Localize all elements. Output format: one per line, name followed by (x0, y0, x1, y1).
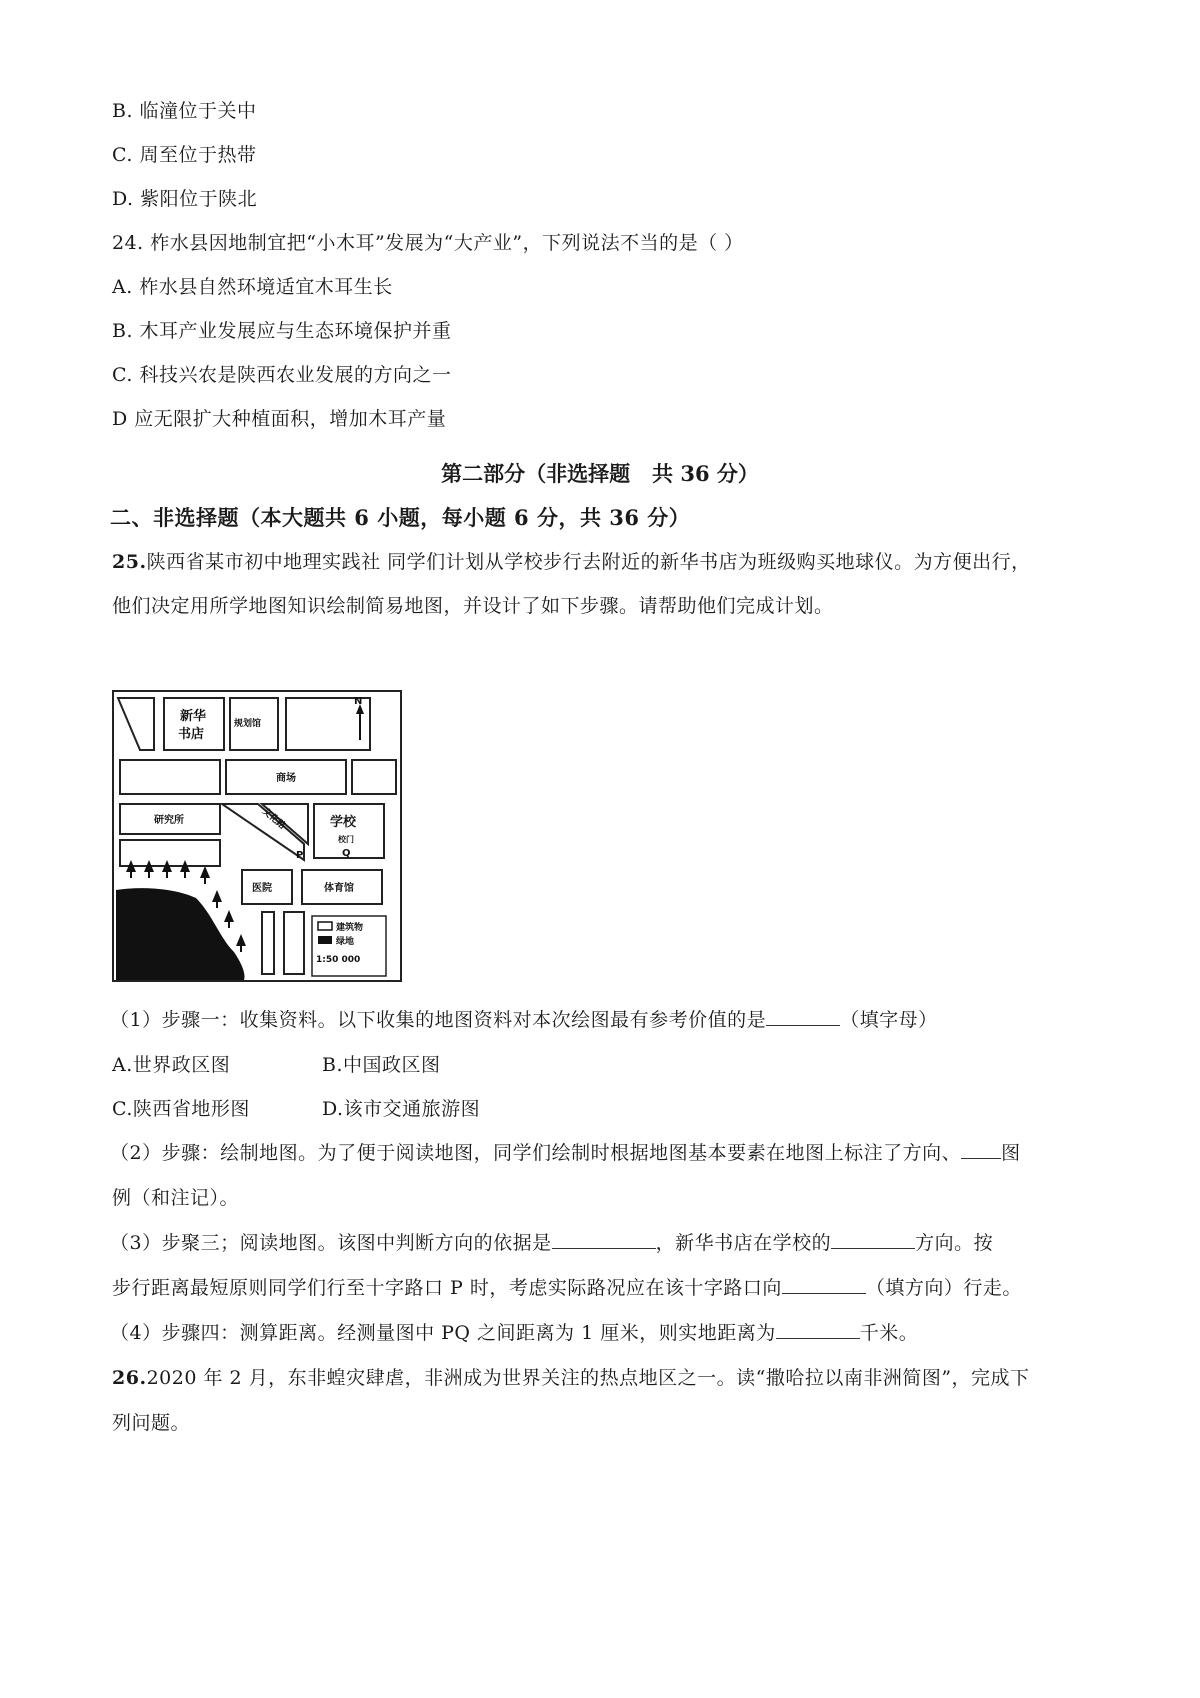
label-school-gate: 校门 (338, 835, 354, 844)
legend-green-label: 绿地 (336, 937, 355, 947)
label-bookstore-2: 书店 (178, 727, 205, 742)
step1-option-d: D.该市交通旅游图 (322, 1098, 481, 1120)
q24-option-a: A. 柞水县自然环境适宜木耳生长 (112, 276, 393, 298)
label-point-q: Q (342, 848, 351, 859)
q26-line1 (112, 1363, 1030, 1390)
step2-tail: 图 (1001, 1142, 1021, 1164)
step4-answer-blank[interactable] (776, 1320, 860, 1339)
label-road: 文化路 (260, 806, 288, 832)
q23-option-d: D. 紫阳位于陕北 (112, 188, 258, 210)
step2-text: （2）步骤：绘制地图。为了便于阅读地图，同学们绘制时根据地图基本要素在地图上标注了方向、 (110, 1142, 962, 1164)
q26-number: 26. (112, 1367, 147, 1389)
label-planning-hall: 规划馆 (234, 719, 262, 729)
label-bookstore-1: 新华 (180, 709, 207, 724)
label-mall: 商场 (276, 773, 296, 784)
step3-answer-blank-1[interactable] (552, 1230, 656, 1249)
step3-answer-blank-2[interactable] (831, 1230, 915, 1249)
q25-step2 (110, 1138, 1021, 1165)
q26-stem-1: 2020 年 2 月，东非蝗灾肆虐，非洲成为世界关注的热点地区之一。读“撒哈拉以南非洲简图”，完成下 (146, 1367, 1030, 1389)
q25-step2-line2: 例（和注记）。 (112, 1187, 240, 1209)
label-gym: 体育馆 (324, 883, 354, 894)
q25-step1 (110, 1005, 938, 1032)
label-hospital: 医院 (252, 883, 272, 894)
campus-area-map (112, 690, 402, 982)
step3-line2b: （填方向）行走。 (865, 1277, 1022, 1299)
part2-title: 第二部分（非选择题 共 36 分） (441, 461, 759, 486)
label-point-p: P (296, 850, 304, 861)
q25-line1 (112, 547, 1031, 574)
step3-part2: ，新华书店在学校的 (655, 1232, 832, 1254)
q24-option-c: C. 科技兴农是陕西农业发展的方向之一 (112, 364, 452, 386)
step3-line2a: 步行距离最短原则同学们行至十字路口 P 时，考虑实际路况应在该十字路口向 (112, 1277, 782, 1299)
legend-building-label: 建筑物 (336, 923, 364, 933)
q25-line2: 他们决定用所学地图知识绘制简易地图，并设计了如下步骤。请帮助他们完成计划。 (112, 595, 834, 617)
q25-step3 (110, 1228, 993, 1255)
step4-text: （4）步骤四：测算距离。经测量图中 PQ 之间距离为 1 厘米，则实地距离为 (110, 1322, 776, 1344)
step4-tail: 千米。 (859, 1322, 919, 1344)
label-school: 学校 (330, 815, 357, 830)
q25-step3-line2 (112, 1273, 1022, 1300)
step2-answer-blank[interactable] (961, 1140, 1001, 1159)
q25-number: 25. (112, 551, 147, 573)
q24-option-b: B. 木耳产业发展应与生态环境保护并重 (112, 320, 452, 342)
label-institute: 研究所 (154, 815, 184, 826)
step1-option-a: A.世界政区图 (112, 1054, 231, 1076)
legend-green-symbol (318, 936, 332, 944)
step1-answer-blank[interactable] (766, 1007, 840, 1026)
q24-stem: 24. 柞水县因地制宜把“小木耳”发展为“大产业”，下列说法不当的是（ ） (112, 232, 744, 254)
step3-answer-blank-3[interactable] (782, 1275, 866, 1294)
step1-option-c: C.陕西省地形图 (112, 1098, 250, 1120)
map-scale: 1:50 000 (316, 955, 361, 965)
north-label: N (354, 696, 363, 707)
q26-line2: 列问题。 (112, 1412, 191, 1434)
step3-part1: （3）步聚三；阅读地图。该图中判断方向的依据是 (110, 1232, 552, 1254)
section2-title: 二、非选择题（本大题共 6 小题，每小题 6 分，共 36 分） (110, 505, 691, 530)
q23-option-c: C. 周至位于热带 (112, 144, 257, 166)
step1-text: （1）步骤一：收集资料。以下收集的地图资料对本次绘图最有参考价值的是 (110, 1009, 767, 1031)
q25-stem-1: 陕西省某市初中地理实践社 同学们计划从学校步行去附近的新华书店为班级购买地球仪。为方便出行， (146, 551, 1031, 573)
q23-option-b: B. 临潼位于关中 (112, 100, 257, 122)
step3-part3: 方向。按 (915, 1232, 994, 1254)
step1-tail: （填字母） (840, 1009, 938, 1031)
q24-option-d: D 应无限扩大种植面积，增加木耳产量 (112, 408, 447, 430)
q25-step4 (110, 1318, 918, 1345)
step1-option-b: B.中国政区图 (322, 1054, 441, 1076)
